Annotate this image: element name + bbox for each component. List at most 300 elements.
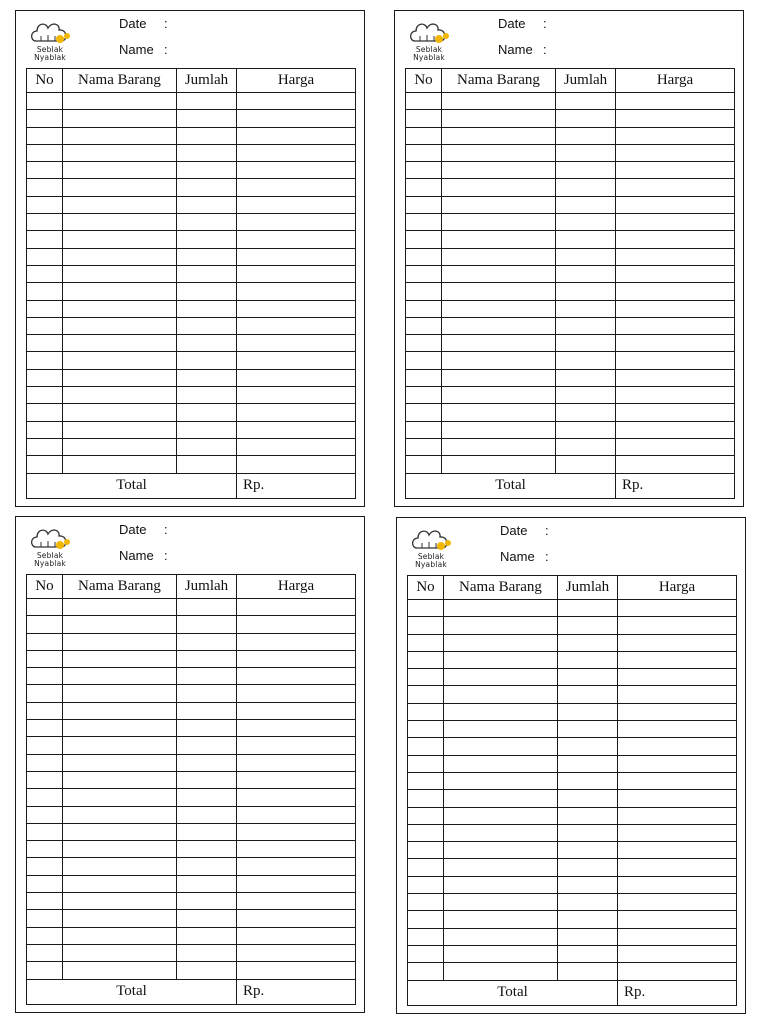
cell-nama-barang[interactable] [444, 894, 558, 911]
cell-nama-barang[interactable] [442, 231, 556, 248]
cell-no[interactable] [406, 438, 442, 455]
cell-jumlah[interactable] [177, 162, 237, 179]
cell-nama-barang[interactable] [63, 248, 177, 265]
cell-no[interactable] [27, 685, 63, 702]
cell-no[interactable] [406, 265, 442, 282]
cell-harga[interactable] [237, 231, 356, 248]
cell-jumlah[interactable] [177, 352, 237, 369]
cell-nama-barang[interactable] [442, 300, 556, 317]
cell-jumlah[interactable] [558, 600, 618, 617]
cell-nama-barang[interactable] [444, 790, 558, 807]
cell-harga[interactable] [618, 894, 737, 911]
cell-no[interactable] [27, 144, 63, 161]
cell-no[interactable] [408, 721, 444, 738]
cell-harga[interactable] [237, 789, 356, 806]
cell-harga[interactable] [616, 144, 735, 161]
cell-nama-barang[interactable] [63, 404, 177, 421]
cell-no[interactable] [406, 162, 442, 179]
cell-no[interactable] [408, 842, 444, 859]
cell-harga[interactable] [237, 265, 356, 282]
cell-jumlah[interactable] [177, 456, 237, 473]
cell-nama-barang[interactable] [444, 669, 558, 686]
name-field[interactable]: Name : [500, 549, 549, 564]
cell-jumlah[interactable] [556, 179, 616, 196]
cell-no[interactable] [27, 179, 63, 196]
cell-harga[interactable] [237, 650, 356, 667]
cell-jumlah[interactable] [177, 858, 237, 875]
cell-nama-barang[interactable] [442, 162, 556, 179]
cell-harga[interactable] [237, 910, 356, 927]
cell-jumlah[interactable] [556, 162, 616, 179]
cell-no[interactable] [27, 127, 63, 144]
cell-no[interactable] [27, 162, 63, 179]
cell-nama-barang[interactable] [444, 911, 558, 928]
cell-nama-barang[interactable] [63, 110, 177, 127]
cell-harga[interactable] [616, 369, 735, 386]
cell-jumlah[interactable] [177, 754, 237, 771]
cell-harga[interactable] [237, 823, 356, 840]
cell-harga[interactable] [618, 859, 737, 876]
cell-no[interactable] [406, 144, 442, 161]
cell-harga[interactable] [237, 352, 356, 369]
cell-jumlah[interactable] [177, 438, 237, 455]
cell-no[interactable] [27, 754, 63, 771]
cell-no[interactable] [27, 771, 63, 788]
cell-no[interactable] [27, 265, 63, 282]
cell-nama-barang[interactable] [444, 703, 558, 720]
cell-jumlah[interactable] [177, 806, 237, 823]
cell-harga[interactable] [237, 806, 356, 823]
cell-jumlah[interactable] [558, 617, 618, 634]
cell-harga[interactable] [237, 127, 356, 144]
cell-harga[interactable] [237, 248, 356, 265]
cell-nama-barang[interactable] [63, 858, 177, 875]
cell-no[interactable] [408, 738, 444, 755]
cell-no[interactable] [406, 231, 442, 248]
cell-nama-barang[interactable] [442, 110, 556, 127]
cell-nama-barang[interactable] [63, 179, 177, 196]
cell-jumlah[interactable] [177, 421, 237, 438]
cell-no[interactable] [27, 599, 63, 616]
cell-no[interactable] [408, 824, 444, 841]
cell-nama-barang[interactable] [63, 633, 177, 650]
cell-no[interactable] [408, 669, 444, 686]
cell-harga[interactable] [237, 737, 356, 754]
cell-no[interactable] [406, 127, 442, 144]
cell-jumlah[interactable] [556, 93, 616, 110]
cell-jumlah[interactable] [177, 944, 237, 961]
cell-harga[interactable] [616, 214, 735, 231]
cell-harga[interactable] [618, 651, 737, 668]
cell-jumlah[interactable] [558, 790, 618, 807]
cell-nama-barang[interactable] [63, 685, 177, 702]
cell-jumlah[interactable] [556, 110, 616, 127]
cell-nama-barang[interactable] [442, 317, 556, 334]
cell-jumlah[interactable] [177, 283, 237, 300]
cell-harga[interactable] [237, 962, 356, 979]
cell-no[interactable] [27, 789, 63, 806]
cell-jumlah[interactable] [177, 841, 237, 858]
cell-no[interactable] [406, 110, 442, 127]
cell-harga[interactable] [237, 633, 356, 650]
cell-nama-barang[interactable] [444, 755, 558, 772]
cell-no[interactable] [408, 634, 444, 651]
cell-harga[interactable] [237, 110, 356, 127]
cell-nama-barang[interactable] [63, 650, 177, 667]
cell-harga[interactable] [618, 721, 737, 738]
cell-nama-barang[interactable] [63, 720, 177, 737]
cell-jumlah[interactable] [177, 720, 237, 737]
cell-harga[interactable] [237, 668, 356, 685]
cell-harga[interactable] [618, 617, 737, 634]
cell-nama-barang[interactable] [63, 214, 177, 231]
cell-nama-barang[interactable] [63, 616, 177, 633]
date-field[interactable]: Date : [119, 522, 168, 537]
cell-nama-barang[interactable] [63, 231, 177, 248]
cell-nama-barang[interactable] [63, 737, 177, 754]
cell-jumlah[interactable] [177, 248, 237, 265]
cell-jumlah[interactable] [177, 196, 237, 213]
cell-nama-barang[interactable] [63, 196, 177, 213]
cell-jumlah[interactable] [177, 737, 237, 754]
cell-nama-barang[interactable] [63, 702, 177, 719]
cell-harga[interactable] [237, 317, 356, 334]
cell-jumlah[interactable] [558, 824, 618, 841]
cell-nama-barang[interactable] [442, 421, 556, 438]
cell-harga[interactable] [237, 421, 356, 438]
cell-no[interactable] [27, 231, 63, 248]
cell-no[interactable] [408, 686, 444, 703]
cell-nama-barang[interactable] [444, 651, 558, 668]
total-amount[interactable]: Rp. [237, 473, 356, 498]
cell-no[interactable] [406, 456, 442, 473]
date-field[interactable]: Date : [500, 523, 549, 538]
cell-no[interactable] [406, 214, 442, 231]
cell-no[interactable] [406, 248, 442, 265]
cell-harga[interactable] [237, 771, 356, 788]
cell-no[interactable] [408, 859, 444, 876]
cell-jumlah[interactable] [558, 945, 618, 962]
cell-jumlah[interactable] [556, 248, 616, 265]
cell-jumlah[interactable] [177, 127, 237, 144]
cell-jumlah[interactable] [558, 911, 618, 928]
cell-jumlah[interactable] [177, 910, 237, 927]
cell-harga[interactable] [237, 196, 356, 213]
cell-no[interactable] [408, 651, 444, 668]
cell-jumlah[interactable] [556, 387, 616, 404]
cell-nama-barang[interactable] [442, 335, 556, 352]
cell-harga[interactable] [618, 842, 737, 859]
cell-harga[interactable] [618, 824, 737, 841]
cell-harga[interactable] [237, 858, 356, 875]
cell-no[interactable] [27, 893, 63, 910]
cell-nama-barang[interactable] [444, 686, 558, 703]
cell-jumlah[interactable] [558, 772, 618, 789]
cell-nama-barang[interactable] [63, 962, 177, 979]
cell-no[interactable] [27, 214, 63, 231]
cell-jumlah[interactable] [556, 127, 616, 144]
cell-no[interactable] [27, 737, 63, 754]
cell-harga[interactable] [616, 231, 735, 248]
cell-harga[interactable] [616, 317, 735, 334]
cell-nama-barang[interactable] [442, 456, 556, 473]
cell-harga[interactable] [237, 369, 356, 386]
cell-nama-barang[interactable] [444, 772, 558, 789]
cell-no[interactable] [408, 963, 444, 980]
cell-jumlah[interactable] [556, 438, 616, 455]
cell-harga[interactable] [237, 214, 356, 231]
cell-nama-barang[interactable] [442, 144, 556, 161]
cell-jumlah[interactable] [556, 317, 616, 334]
cell-nama-barang[interactable] [63, 927, 177, 944]
cell-harga[interactable] [616, 93, 735, 110]
cell-no[interactable] [406, 421, 442, 438]
cell-jumlah[interactable] [177, 265, 237, 282]
cell-harga[interactable] [237, 893, 356, 910]
cell-no[interactable] [27, 196, 63, 213]
cell-no[interactable] [27, 650, 63, 667]
cell-harga[interactable] [616, 438, 735, 455]
cell-nama-barang[interactable] [63, 93, 177, 110]
cell-no[interactable] [27, 823, 63, 840]
cell-no[interactable] [27, 300, 63, 317]
cell-jumlah[interactable] [177, 927, 237, 944]
cell-nama-barang[interactable] [442, 352, 556, 369]
cell-jumlah[interactable] [177, 893, 237, 910]
cell-harga[interactable] [237, 927, 356, 944]
cell-harga[interactable] [618, 738, 737, 755]
cell-nama-barang[interactable] [63, 352, 177, 369]
cell-no[interactable] [27, 404, 63, 421]
cell-nama-barang[interactable] [63, 144, 177, 161]
cell-nama-barang[interactable] [444, 617, 558, 634]
cell-jumlah[interactable] [558, 738, 618, 755]
cell-nama-barang[interactable] [63, 806, 177, 823]
cell-nama-barang[interactable] [63, 283, 177, 300]
cell-jumlah[interactable] [177, 616, 237, 633]
cell-jumlah[interactable] [558, 807, 618, 824]
cell-harga[interactable] [618, 600, 737, 617]
cell-jumlah[interactable] [177, 387, 237, 404]
cell-harga[interactable] [616, 387, 735, 404]
cell-jumlah[interactable] [556, 404, 616, 421]
cell-jumlah[interactable] [177, 789, 237, 806]
cell-no[interactable] [408, 945, 444, 962]
cell-harga[interactable] [237, 335, 356, 352]
cell-jumlah[interactable] [177, 668, 237, 685]
cell-jumlah[interactable] [177, 144, 237, 161]
cell-no[interactable] [27, 369, 63, 386]
cell-jumlah[interactable] [558, 669, 618, 686]
cell-jumlah[interactable] [556, 231, 616, 248]
cell-harga[interactable] [616, 404, 735, 421]
cell-no[interactable] [406, 387, 442, 404]
cell-jumlah[interactable] [177, 300, 237, 317]
cell-harga[interactable] [618, 634, 737, 651]
cell-nama-barang[interactable] [63, 421, 177, 438]
cell-nama-barang[interactable] [444, 738, 558, 755]
cell-harga[interactable] [616, 456, 735, 473]
cell-jumlah[interactable] [556, 369, 616, 386]
cell-harga[interactable] [237, 685, 356, 702]
cell-no[interactable] [408, 911, 444, 928]
cell-jumlah[interactable] [558, 634, 618, 651]
cell-jumlah[interactable] [177, 702, 237, 719]
cell-no[interactable] [408, 876, 444, 893]
cell-no[interactable] [27, 927, 63, 944]
cell-nama-barang[interactable] [444, 945, 558, 962]
cell-jumlah[interactable] [558, 651, 618, 668]
cell-nama-barang[interactable] [63, 438, 177, 455]
cell-jumlah[interactable] [556, 265, 616, 282]
cell-nama-barang[interactable] [63, 893, 177, 910]
cell-no[interactable] [27, 910, 63, 927]
cell-nama-barang[interactable] [444, 721, 558, 738]
name-field[interactable]: Name : [119, 548, 168, 563]
cell-no[interactable] [406, 179, 442, 196]
cell-no[interactable] [27, 944, 63, 961]
cell-no[interactable] [27, 702, 63, 719]
cell-harga[interactable] [616, 300, 735, 317]
date-field[interactable]: Date : [498, 16, 547, 31]
cell-nama-barang[interactable] [63, 369, 177, 386]
cell-harga[interactable] [237, 300, 356, 317]
cell-harga[interactable] [618, 876, 737, 893]
cell-no[interactable] [27, 875, 63, 892]
cell-nama-barang[interactable] [63, 771, 177, 788]
cell-harga[interactable] [237, 599, 356, 616]
total-amount[interactable]: Rp. [616, 473, 735, 498]
cell-harga[interactable] [616, 265, 735, 282]
cell-no[interactable] [27, 335, 63, 352]
cell-jumlah[interactable] [177, 875, 237, 892]
cell-nama-barang[interactable] [442, 214, 556, 231]
cell-no[interactable] [27, 421, 63, 438]
cell-nama-barang[interactable] [444, 963, 558, 980]
cell-jumlah[interactable] [177, 214, 237, 231]
cell-harga[interactable] [616, 162, 735, 179]
cell-harga[interactable] [616, 352, 735, 369]
cell-nama-barang[interactable] [442, 179, 556, 196]
cell-nama-barang[interactable] [63, 335, 177, 352]
cell-no[interactable] [408, 600, 444, 617]
cell-harga[interactable] [616, 335, 735, 352]
cell-jumlah[interactable] [177, 369, 237, 386]
cell-no[interactable] [406, 317, 442, 334]
cell-jumlah[interactable] [556, 421, 616, 438]
cell-harga[interactable] [237, 438, 356, 455]
cell-no[interactable] [27, 841, 63, 858]
cell-no[interactable] [27, 456, 63, 473]
cell-harga[interactable] [237, 456, 356, 473]
cell-nama-barang[interactable] [442, 265, 556, 282]
cell-harga[interactable] [618, 703, 737, 720]
cell-jumlah[interactable] [558, 876, 618, 893]
cell-harga[interactable] [237, 144, 356, 161]
cell-nama-barang[interactable] [442, 387, 556, 404]
cell-no[interactable] [408, 617, 444, 634]
cell-harga[interactable] [618, 928, 737, 945]
cell-no[interactable] [27, 352, 63, 369]
cell-jumlah[interactable] [177, 179, 237, 196]
cell-harga[interactable] [237, 283, 356, 300]
cell-no[interactable] [27, 317, 63, 334]
cell-nama-barang[interactable] [442, 283, 556, 300]
cell-jumlah[interactable] [177, 633, 237, 650]
cell-nama-barang[interactable] [63, 599, 177, 616]
cell-harga[interactable] [618, 686, 737, 703]
cell-jumlah[interactable] [558, 894, 618, 911]
cell-no[interactable] [406, 283, 442, 300]
cell-nama-barang[interactable] [444, 807, 558, 824]
cell-jumlah[interactable] [177, 317, 237, 334]
cell-no[interactable] [408, 894, 444, 911]
cell-harga[interactable] [237, 616, 356, 633]
cell-no[interactable] [27, 248, 63, 265]
cell-no[interactable] [27, 668, 63, 685]
cell-nama-barang[interactable] [63, 823, 177, 840]
cell-no[interactable] [406, 369, 442, 386]
cell-nama-barang[interactable] [63, 456, 177, 473]
cell-jumlah[interactable] [177, 335, 237, 352]
cell-jumlah[interactable] [177, 650, 237, 667]
cell-harga[interactable] [618, 945, 737, 962]
cell-harga[interactable] [237, 720, 356, 737]
cell-jumlah[interactable] [556, 300, 616, 317]
cell-harga[interactable] [616, 283, 735, 300]
cell-nama-barang[interactable] [63, 668, 177, 685]
cell-no[interactable] [27, 720, 63, 737]
cell-jumlah[interactable] [558, 755, 618, 772]
cell-no[interactable] [406, 352, 442, 369]
cell-jumlah[interactable] [177, 231, 237, 248]
cell-no[interactable] [408, 790, 444, 807]
cell-nama-barang[interactable] [442, 248, 556, 265]
cell-harga[interactable] [237, 875, 356, 892]
cell-harga[interactable] [237, 93, 356, 110]
cell-jumlah[interactable] [177, 404, 237, 421]
cell-jumlah[interactable] [556, 144, 616, 161]
cell-harga[interactable] [237, 841, 356, 858]
date-field[interactable]: Date : [119, 16, 168, 31]
cell-jumlah[interactable] [177, 685, 237, 702]
cell-jumlah[interactable] [558, 842, 618, 859]
cell-jumlah[interactable] [558, 686, 618, 703]
cell-no[interactable] [406, 93, 442, 110]
cell-nama-barang[interactable] [63, 300, 177, 317]
cell-nama-barang[interactable] [444, 876, 558, 893]
cell-no[interactable] [27, 110, 63, 127]
cell-harga[interactable] [616, 110, 735, 127]
cell-harga[interactable] [237, 387, 356, 404]
cell-nama-barang[interactable] [444, 824, 558, 841]
cell-jumlah[interactable] [556, 456, 616, 473]
cell-no[interactable] [27, 387, 63, 404]
cell-no[interactable] [27, 806, 63, 823]
cell-nama-barang[interactable] [63, 265, 177, 282]
cell-nama-barang[interactable] [442, 127, 556, 144]
cell-harga[interactable] [618, 963, 737, 980]
cell-nama-barang[interactable] [63, 910, 177, 927]
cell-no[interactable] [408, 772, 444, 789]
cell-nama-barang[interactable] [63, 754, 177, 771]
cell-nama-barang[interactable] [442, 196, 556, 213]
cell-nama-barang[interactable] [444, 859, 558, 876]
cell-nama-barang[interactable] [444, 842, 558, 859]
cell-jumlah[interactable] [177, 110, 237, 127]
cell-harga[interactable] [618, 911, 737, 928]
cell-jumlah[interactable] [558, 928, 618, 945]
